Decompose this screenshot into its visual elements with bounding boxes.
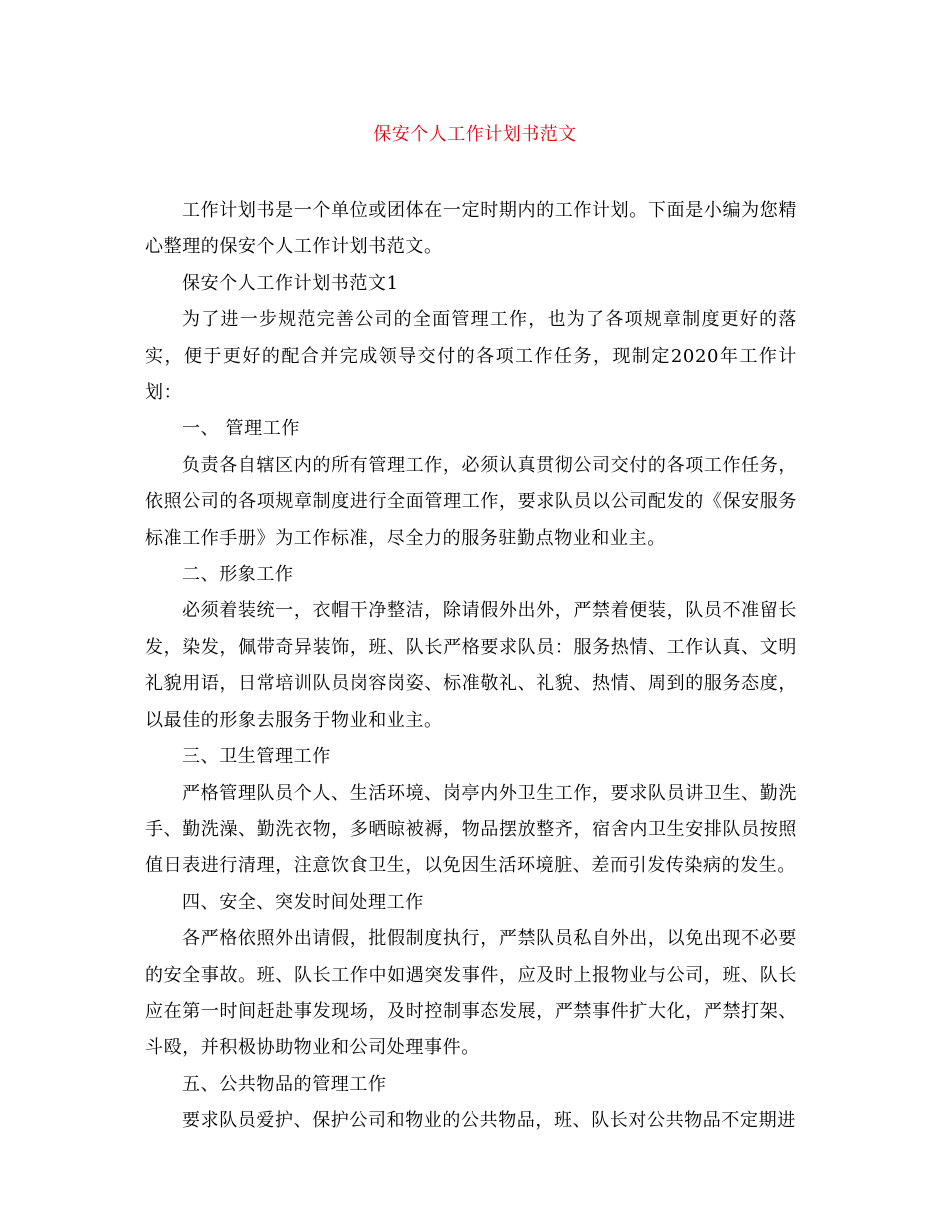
- section-heading-sample-1: 保安个人工作计划书范文1: [182, 272, 399, 294]
- image-paragraph: 必须着装统一，衣帽干净整洁，除请假外出外，严禁着便装，队员不准留长发，染发，佩带奇异装饰，班、队长严格要求队员：服务热情、工作认真、文明礼貌用语，日常培训队员岗容岗姿、标准敬礼、礼貌、热情、周到的服务态度，以最佳的形象去服务于物业和业主。: [145, 600, 797, 731]
- document-title: 保安个人工作计划书范文: [373, 124, 577, 145]
- heading-public-property: 五、公共物品的管理工作: [182, 1073, 387, 1095]
- safety-paragraph: 各严格依照外出请假，批假制度执行，严禁队员私自外出，以免出现不必要的安全事故。班、队长工作中如遇突发事件，应及时上报物业与公司，班、队长应在第一时间赶赴事发现场，及时控制事态发展，严禁事件扩大化，严禁打架、斗殴，并积极协助物业和公司处理事件。: [145, 928, 797, 1059]
- heading-image: 二、形象工作: [182, 564, 294, 586]
- intro-paragraph: 工作计划书是一个单位或团体在一定时期内的工作计划。下面是小编为您精心整理的保安个人工作计划书范文。: [145, 200, 797, 258]
- hygiene-paragraph: 严格管理队员个人、生活环境、岗亭内外卫生工作，要求队员讲卫生、勤洗手、勤洗澡、勤洗衣物，多晒晾被褥，物品摆放整齐，宿舍内卫生安排队员按照值日表进行清理，注意饮食卫生，以免因生活环境脏、差而引发传染病的发生。: [145, 782, 797, 877]
- document-body: [145, 193, 797, 1140]
- heading-hygiene: 三、卫生管理工作: [182, 746, 331, 768]
- heading-management: 一、 管理工作: [182, 418, 300, 440]
- purpose-paragraph: 为了进一步规范完善公司的全面管理工作，也为了各项规章制度更好的落实，便于更好的配合并完成领导交付的各项工作任务，现制定2020年工作计划：: [145, 309, 797, 404]
- management-paragraph: 负责各自辖区内的所有管理工作，必须认真贯彻公司交付的各项工作任务，依照公司的各项规章制度进行全面管理工作，要求队员以公司配发的《保安服务标准工作手册》为工作标准，尽全力的服务驻勤点物业和业主。: [145, 454, 797, 549]
- public-property-paragraph: 要求队员爱护、保护公司和物业的公共物品，班、队长对公共物品不定期进: [182, 1110, 796, 1132]
- heading-safety: 四、安全、突发时间处理工作: [182, 891, 424, 913]
